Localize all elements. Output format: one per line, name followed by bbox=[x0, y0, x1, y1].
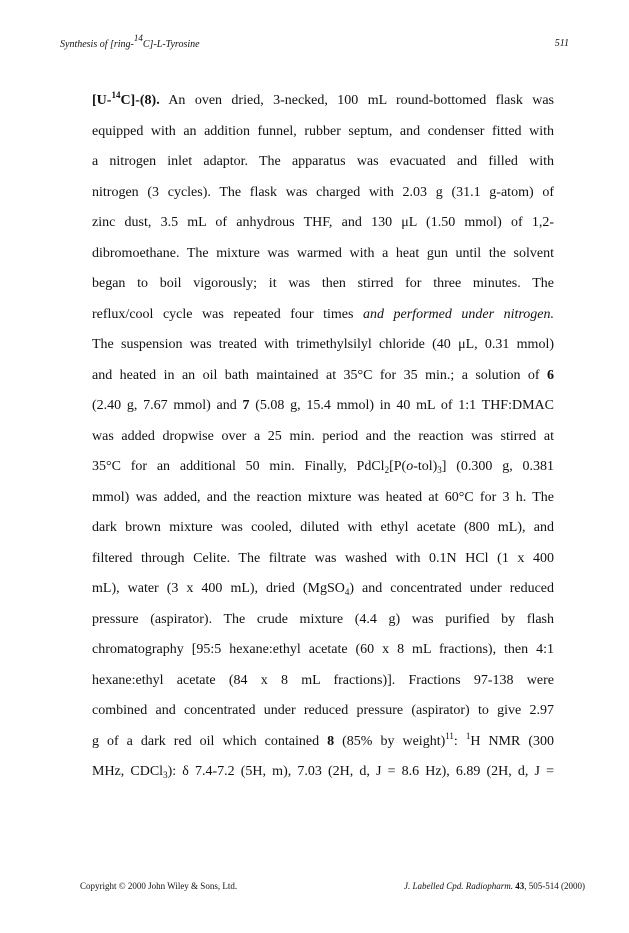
body-line: nitrogen (3 cycles). The flask was charged with 2.03 g (31.1 g-atom) of bbox=[92, 184, 554, 200]
body-line: hexane:ethyl acetate (84 x 8 mL fractions)]. Fractions 97-138 were bbox=[92, 672, 554, 688]
journal-citation: J. Labelled Cpd. Radiopharm. 43, 505-514 (2000) bbox=[404, 881, 585, 891]
body-line: [U-$^{14}$C]-(8). An oven dried, 3-necked, 100 mL round-bottomed flask was bbox=[92, 90, 554, 108]
body-line: chromatography [95:5 hexane:ethyl acetate (60 x 8 mL fractions), then 4:1 bbox=[92, 642, 554, 657]
body-line: MHz, CDCl$_3$): δ 7.4-7.2 (5H, m), 7.03 (2H, d, J = 8.6 Hz), 6.89 (2H, d, J = bbox=[92, 764, 554, 780]
page-number: 511 bbox=[554, 38, 569, 49]
body-line: was added dropwise over a 25 min. period and the reaction was stirred at bbox=[92, 428, 554, 444]
body-line: dark brown mixture was cooled, diluted with ethyl acetate (800 mL), and bbox=[92, 520, 554, 535]
body-line: The suspension was treated with trimethylsilyl chloride (40 μL, 0.31 mmol) bbox=[92, 337, 554, 352]
copyright-notice: Copyright © 2000 John Wiley & Sons, Ltd. bbox=[80, 881, 238, 891]
body-line: dibromoethane. The mixture was warmed with a heat gun until the solvent bbox=[92, 245, 554, 261]
body-line: g of a dark red oil which contained 8 (85% by weight)$^{11}$: $^1$H NMR (300 bbox=[92, 730, 555, 749]
body-line: a nitrogen inlet adaptor. The apparatus was evacuated and filled with bbox=[92, 154, 554, 169]
body-line: filtered through Celite. The filtrate was washed with 0.1N HCl (1 x 400 bbox=[92, 550, 554, 566]
body-line: zinc dust, 3.5 mL of anhydrous THF, and 130 μL (1.50 mmol) of 1,2- bbox=[92, 215, 554, 230]
body-line: mmol) was added, and the reaction mixture was heated at 60°C for 3 h. The bbox=[92, 489, 554, 505]
body-text bbox=[92, 86, 554, 788]
body-line: 35°C for an additional 50 min. Finally, $PdCl_2[P(o-tol)_3]$ (0.300 g, 0.381 bbox=[92, 459, 554, 475]
body-line: (2.40 g, 7.67 mmol) and 7 (5.08 g, 15.4 mmol) in 40 mL of 1:1 THF:DMAC bbox=[92, 398, 554, 413]
body-line: combined and concentrated under reduced pressure (aspirator) to give 2.97 bbox=[92, 703, 554, 718]
body-line: reflux/cool cycle was repeated four times and performed under nitrogen. bbox=[92, 306, 554, 322]
body-line: pressure (aspirator). The crude mixture (4.4 g) was purified by flash bbox=[92, 611, 554, 627]
body-line: mL), water (3 x 400 mL), dried (MgSO$_4$) and concentrated under reduced bbox=[92, 581, 554, 597]
body-line: equipped with an addition funnel, rubber septum, and condenser fitted with bbox=[92, 123, 554, 139]
running-head bbox=[60, 33, 569, 54]
body-line: and heated in an oil bath maintained at 35°C for 35 min.; a solution of 6 bbox=[92, 367, 554, 383]
running-head-title: Synthesis of [ring-$^{14}$C]-L-Tyrosine bbox=[60, 33, 200, 50]
body-line: began to boil vigorously; it was then stirred for three minutes. The bbox=[92, 276, 554, 291]
